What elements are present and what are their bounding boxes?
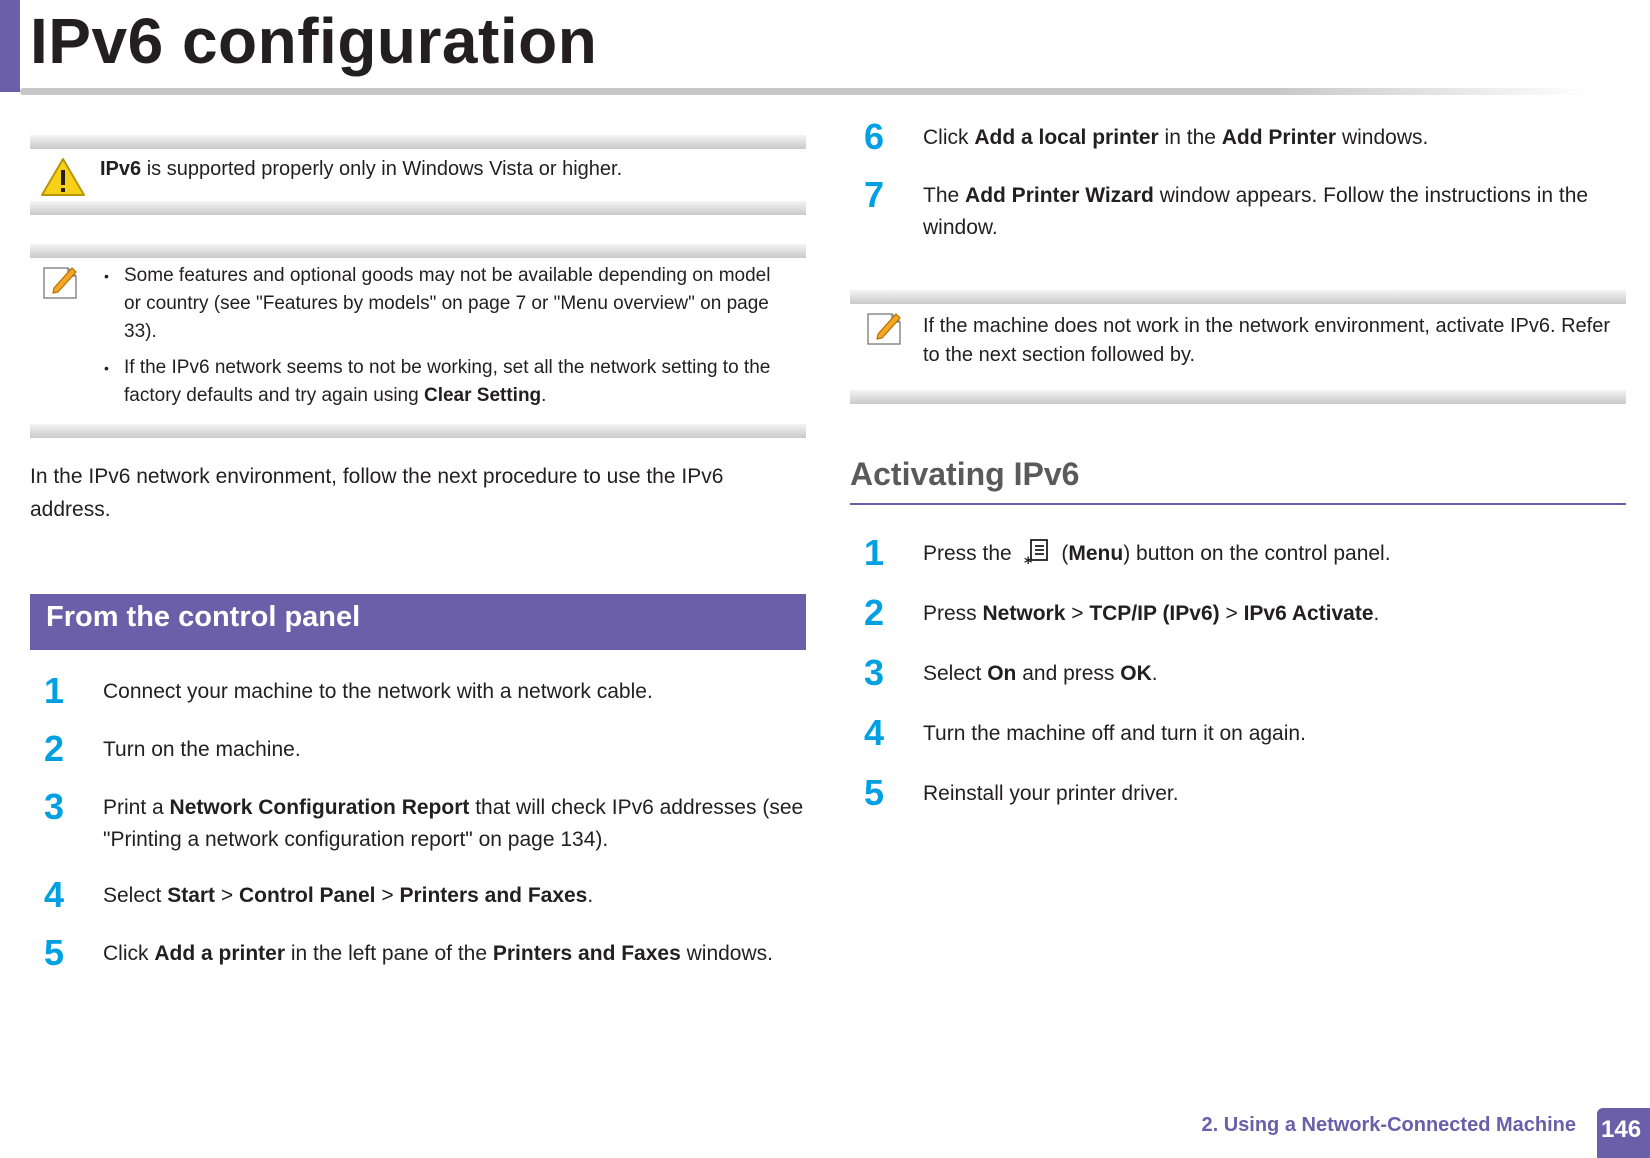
step-number: 7 [864, 174, 885, 215]
step-number: 5 [864, 772, 885, 813]
svg-text:*: * [1023, 553, 1032, 568]
subsection-rule [850, 503, 1626, 505]
caution-triangle-icon [40, 157, 86, 197]
note-pencil-icon [864, 308, 906, 348]
note-bullet: • Some features and optional goods may not be available depending on model or country (see "Features by models" on page 7 or "Menu overview" on page 33). [104, 265, 771, 342]
step-number: 4 [44, 874, 65, 915]
step-number: 1 [44, 670, 65, 711]
note-pencil-icon [40, 262, 82, 302]
step-number: 6 [864, 116, 885, 157]
section-heading-band [30, 594, 806, 650]
note-box [850, 290, 1626, 406]
step-number: 2 [864, 592, 885, 633]
page-number-badge [1597, 1108, 1650, 1158]
section-heading: From the control panel [46, 601, 361, 633]
note-list [100, 262, 790, 418]
subsection-heading: Activating IPv6 [850, 456, 1080, 492]
note-text: If the machine does not work in the network environment, activate IPv6. Refer to the next section followed by. [923, 315, 1611, 366]
step-number: 3 [864, 652, 885, 693]
step-number: 4 [864, 712, 885, 753]
page-title: IPv6 configuration [30, 5, 598, 77]
step-number: 5 [44, 932, 65, 973]
step-number: 1 [864, 532, 885, 573]
note-bullet: • If the IPv6 network seems to not be working, set all the network setting to the factory defaults and try again using Clear Setting. [104, 357, 771, 406]
title-rule [20, 88, 1590, 95]
menu-button-icon [1024, 538, 1050, 568]
caution-box [30, 135, 806, 215]
step-number: 3 [44, 786, 65, 827]
page-number: 146 [1601, 1116, 1642, 1143]
header-accent-bar [0, 0, 20, 92]
step-number: 2 [44, 728, 65, 769]
footer-chapter-label: 2. Using a Network-Connected Machine [1201, 1114, 1576, 1136]
intro-paragraph: In the IPv6 network environment, follow the next procedure to use the IPv6 address. [30, 465, 724, 521]
note-box [30, 244, 806, 438]
caution-text: IPv6 is supported properly only in Windows Vista or higher. [100, 158, 623, 180]
